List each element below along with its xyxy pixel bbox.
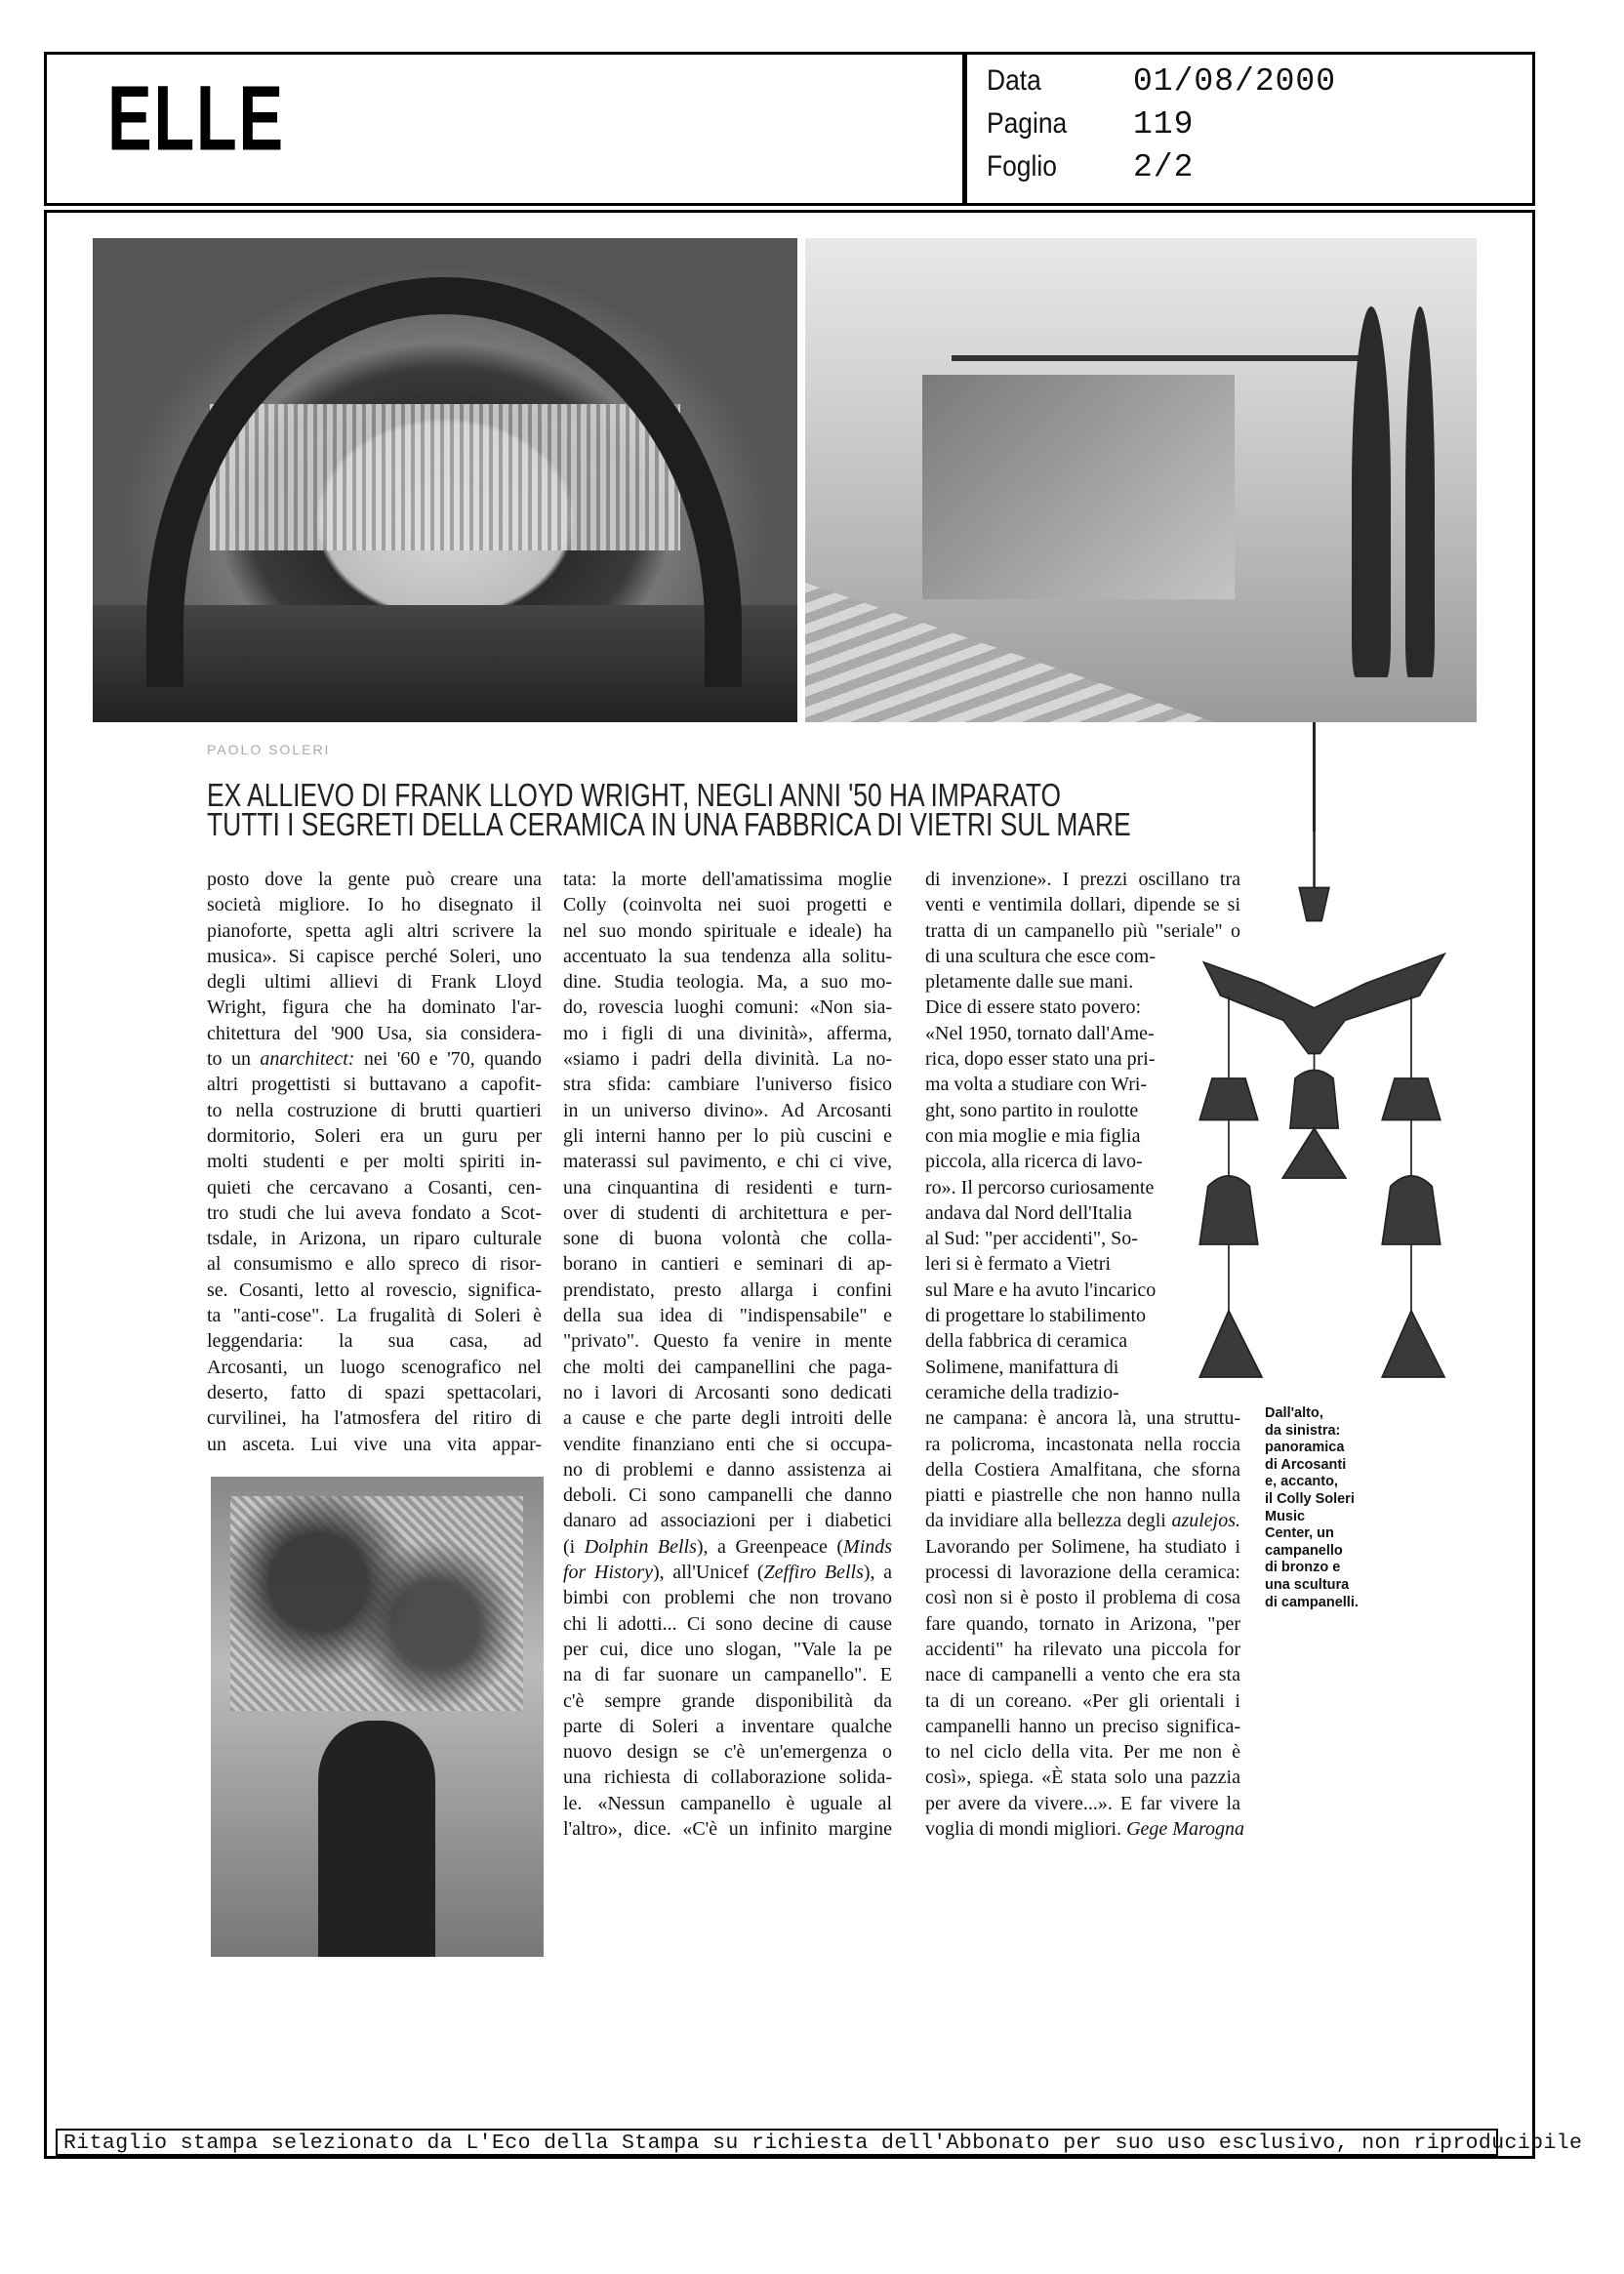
text-line: nuovo design se c'è un'emergenza o [563, 1741, 892, 1764]
text-line: ma volta a studiare con Wri- [925, 1074, 1148, 1096]
text-line: musica». Si capisce perché Soleri, uno [207, 945, 542, 967]
text-segment: voglia di mondi migliori. [925, 1817, 1127, 1840]
text-line: accentuato la sua tendenza alla solitu- [563, 945, 892, 967]
text-line: deserto, fatto di spazi spettacolari, [207, 1381, 542, 1403]
italic-text: for History [563, 1562, 653, 1584]
text-line: piccola, alla ricerca di lavo- [925, 1151, 1143, 1173]
meta-page [987, 107, 1194, 142]
text-line: in un universo divino». Ad Arcosanti [563, 1099, 892, 1121]
text-line: a cause e che parte degli introiti delle [563, 1407, 892, 1430]
text-line: do, rovescia luoghi comuni: «Non sia- [563, 996, 892, 1019]
top-bell [1299, 888, 1329, 921]
caption-line: Dall'alto, [1265, 1405, 1323, 1421]
text-line: società migliore. Io ho disegnato il [207, 894, 542, 916]
text-line: tata: la morte dell'amatissima moglie [563, 869, 892, 890]
foliage-shape [230, 1496, 523, 1711]
text-line: no di problemi e danno assistenza ai [563, 1458, 892, 1481]
text-line: mo i figli di una divinità», afferma, [563, 1022, 892, 1044]
text-line: Dice di essere stato povero: [925, 996, 1142, 1019]
caption-line: di campanelli. [1265, 1594, 1359, 1610]
bell [1282, 1128, 1346, 1178]
text-line: così non si è posto il problema di cosa [925, 1587, 1240, 1609]
text-segment: ), all'Unicef ( [652, 1562, 764, 1584]
caption-line: panoramica [1265, 1440, 1345, 1456]
text-line: pletamente dalle sue mani. [925, 971, 1134, 994]
text-line: «Nel 1950, tornato dall'Ame- [925, 1022, 1155, 1044]
text-line: Colly (coinvolta nei suoi progetti e [563, 894, 892, 916]
text-line: venti e ventimila dollari, dipende se si [925, 894, 1240, 916]
text-line: della Costiera Amalfitana, che sforna [925, 1458, 1240, 1481]
caption-line: campanello [1265, 1542, 1343, 1559]
text-line: to nel ciclo della vita. Per me non è [925, 1741, 1240, 1764]
text-line: campanelli hanno un preciso significa- [925, 1715, 1240, 1737]
article-column-1 [207, 867, 542, 1457]
meta-label: Foglio [987, 150, 1057, 183]
text-line: prendistato, presto allarga i confini [563, 1279, 892, 1301]
text-line: dine. Studia teologia. Ma, a suo mo- [563, 971, 892, 994]
door-shape [318, 1721, 435, 1957]
text-line: ceramiche della tradizio- [925, 1381, 1119, 1403]
text-line: ght, sono partito in roulotte [925, 1099, 1139, 1121]
text-line: nace di campanelli a vento che era sta [925, 1664, 1240, 1686]
italic-text: Minds [843, 1535, 893, 1558]
dome-shape [146, 277, 742, 687]
text-line: ne campana: è ancora là, una struttu- [925, 1407, 1240, 1430]
text-line [563, 1560, 892, 1585]
article-column-2 [563, 867, 892, 1842]
footer-notice-box [56, 2129, 1583, 2156]
caption-line: Center, un [1265, 1525, 1334, 1542]
caption-line: di bronzo e [1265, 1560, 1341, 1576]
bell [1290, 1071, 1338, 1129]
text-line: le. «Nessun campanello è uguale al [563, 1792, 892, 1814]
bell [1199, 1311, 1262, 1377]
text-line: della sua idea di "indispensabile" e [563, 1305, 892, 1327]
caption-line: una scultura [1265, 1576, 1350, 1593]
bell-sculpture-image [1152, 722, 1454, 1386]
text-line [925, 1816, 1245, 1842]
cypress-tree [1352, 306, 1391, 677]
text-line: molti studenti e per molti spiriti in- [207, 1151, 542, 1173]
meta-sheet [987, 150, 1194, 184]
italic-text: azulejos. [1171, 1510, 1240, 1532]
text-line: Lavorando per Solimene, ha studiato i [925, 1535, 1240, 1558]
text-line: borano in cantieri e seminari di ap- [563, 1253, 892, 1276]
text-line: chi li adotti... Ci sono decine di cause [563, 1612, 892, 1635]
text-line: sone di buona volontà che colla- [563, 1228, 892, 1250]
photo-caption [1265, 1405, 1359, 1611]
text-line: degli ultimi allievi di Frank Lloyd [207, 971, 542, 994]
text-line: andava dal Nord dell'Italia [925, 1201, 1132, 1224]
text-line: per cui, dice uno slogan, "Vale la pe [563, 1638, 892, 1660]
text-line: leri si è fermato a Vietri [925, 1253, 1112, 1276]
text-line: Solimene, manifattura di [925, 1356, 1119, 1378]
text-line [925, 1508, 1240, 1533]
text-line: posto dove la gente può creare una [207, 869, 542, 890]
text-line: al Sud: "per accidenti", So- [925, 1228, 1138, 1250]
text-line: leggendaria: la sua casa, ad [207, 1330, 542, 1353]
headline-line: TUTTI I SEGRETI DELLA CERAMICA IN UNA FABBRICA DI VIETRI SUL MARE [207, 806, 1131, 842]
meta-label: Data [987, 64, 1041, 97]
text-line: pianoforte, spetta agli altri scrivere la [207, 919, 542, 942]
text-segment: ), a [863, 1562, 893, 1584]
text-segment: nei '60 e '70, quando [354, 1048, 542, 1071]
music-center-photo [805, 238, 1477, 722]
bell [1382, 1311, 1444, 1377]
footer-notice: Ritaglio stampa selezionato da L'Eco della Stampa su richiesta dell'Abbonato per suo uso esclusivo, non riproducibile [63, 2132, 1583, 2155]
text-line: chitettura del '900 Usa, sia considera- [207, 1022, 542, 1044]
text-line: vendite finanziano enti che si occupa- [563, 1433, 892, 1455]
wall-shape [922, 375, 1235, 599]
caption-line: da sinistra: [1265, 1422, 1341, 1439]
text-line: una cinquantina di residenti e turn- [563, 1176, 892, 1198]
text-line: na di far suonare un campanello". E [563, 1664, 892, 1686]
text-line: con mia moglie e mia figlia [925, 1124, 1141, 1147]
text-line: curvilinei, ha l'atmosfera del ritiro di [207, 1407, 542, 1430]
meta-label: Pagina [987, 107, 1068, 140]
text-line: ra policroma, incastonata nella roccia [925, 1433, 1240, 1455]
text-line: tsdale, in Arizona, un riparo culturale [207, 1228, 542, 1250]
text-line: ta "anti-cose". La frugalità di Soleri è [207, 1305, 542, 1327]
caption-line: e, accanto, [1265, 1474, 1338, 1490]
text-line: tro studi che lui aveva fondato a Scot- [207, 1201, 542, 1224]
text-line: "privato". Questo fa venire in mente [563, 1330, 892, 1353]
text-line: danaro ad associazioni per i diabetici [563, 1510, 892, 1532]
caption-line: di Arcosanti [1265, 1456, 1347, 1473]
text-line: dormitorio, Soleri era un guru per [207, 1124, 542, 1147]
bell [1382, 1078, 1441, 1120]
text-line: piatti e piastrelle che non hanno nulla [925, 1484, 1240, 1507]
italic-text: anarchitect: [260, 1048, 355, 1071]
rail-shape [952, 355, 1371, 361]
arcosanti-arch-photo [93, 238, 797, 722]
bird-frame [1204, 954, 1445, 1054]
text-line [563, 1534, 892, 1560]
bell [1382, 1176, 1441, 1244]
text-line: una richiesta di collaborazione solida- [563, 1766, 892, 1789]
text-line: to nella costruzione di brutti quartieri [207, 1099, 542, 1121]
text-line: di progettare lo stabilimento [925, 1305, 1147, 1327]
caption-line: Music [1265, 1508, 1306, 1524]
text-line: c'è sempre grande disponibilità da [563, 1689, 892, 1712]
text-line: stra sfida: cambiare l'universo fisico [563, 1074, 892, 1096]
text-line: nel suo mondo spirituale e ideale) ha [563, 919, 892, 942]
text-line: quieti che cercavano a Cosanti, cen- [207, 1176, 542, 1198]
text-line: di invenzione». I prezzi oscillano tra [925, 869, 1240, 890]
text-line: materassi sul pavimento, e chi ci vive, [563, 1151, 892, 1173]
text-line: che molti dei campanellini che paga- [563, 1356, 892, 1378]
text-line: bimbi con problemi che non trovano [563, 1587, 892, 1609]
photo-credit: PAOLO SOLERI [207, 742, 331, 757]
text-line: della fabbrica di ceramica [925, 1330, 1128, 1353]
clipping-meta-box [962, 52, 1535, 206]
caption-line: il Colly Soleri [1265, 1490, 1355, 1507]
text-line: parte di Soleri a inventare qualche [563, 1715, 892, 1737]
italic-text: Zeffiro Bells [763, 1562, 864, 1584]
text-line: un asceta. Lui vive una vita appar- [207, 1433, 542, 1455]
text-line: altri progettisti si buttavano a capofit- [207, 1074, 542, 1096]
text-line: over di studenti di architettura e per- [563, 1201, 892, 1224]
text-line: così», spiega. «È stata solo una pazzia [925, 1766, 1240, 1789]
text-segment: da invidiare alla bellezza degli [925, 1510, 1172, 1532]
text-line: processi di lavorazione della ceramica: [925, 1562, 1240, 1584]
italic-text: Gege Marogna [1126, 1817, 1245, 1840]
text-line: Arcosanti, un luogo scenografico nel [207, 1356, 542, 1378]
bell [1199, 1176, 1258, 1244]
text-segment: ), a Greenpeace ( [696, 1535, 844, 1558]
text-line: sul Mare e ha avuto l'incarico [925, 1279, 1157, 1301]
studio-photo [211, 1477, 544, 1957]
text-line: l'altro», dice. «C'è un infinito margine [563, 1817, 892, 1840]
meta-value: 2/2 [1133, 149, 1195, 185]
elle-logo: ELLE [107, 64, 285, 170]
masthead-box [44, 52, 967, 206]
text-segment: to un [207, 1048, 261, 1071]
text-line: deboli. Ci sono campanelli che danno [563, 1484, 892, 1507]
text-line: no i lavori di Arcosanti sono dedicati [563, 1381, 892, 1403]
bell [1199, 1078, 1258, 1120]
text-line: tratta di un campanello più "seriale" o [925, 919, 1240, 942]
text-line [207, 1046, 542, 1072]
text-line: rica, dopo esser stato una pri- [925, 1048, 1156, 1071]
text-line: accidenti" ha rilevato una piccola for [925, 1638, 1240, 1660]
text-line: se. Cosanti, letto al rovescio, significa- [207, 1279, 542, 1301]
text-line: gli interni hanno per lo più cuscini e [563, 1124, 892, 1147]
text-segment: (i [563, 1535, 585, 1558]
text-line: «siamo i padri della divinità. La no- [563, 1048, 892, 1071]
text-line: di una scultura che esce com- [925, 945, 1157, 967]
text-line: per avere da vivere...». E far vivere la [925, 1792, 1240, 1814]
meta-date [987, 64, 1336, 99]
meta-value: 119 [1133, 106, 1195, 142]
meta-value: 01/08/2000 [1133, 63, 1337, 100]
text-line: al consumismo e allo spreco di risor- [207, 1253, 542, 1276]
cypress-tree [1405, 306, 1435, 677]
headline-line: EX ALLIEVO DI FRANK LLOYD WRIGHT, NEGLI ANNI '50 HA IMPARATO [207, 777, 1062, 813]
text-line: fare quando, tornato in Arizona, "per [925, 1612, 1240, 1635]
text-line: Wright, figura che ha dominato l'ar- [207, 996, 542, 1019]
text-line: ta di un coreano. «Per gli orientali i [925, 1689, 1240, 1712]
italic-text: Dolphin Bells [584, 1535, 697, 1558]
text-line: ro». Il percorso curiosamente [925, 1176, 1155, 1198]
